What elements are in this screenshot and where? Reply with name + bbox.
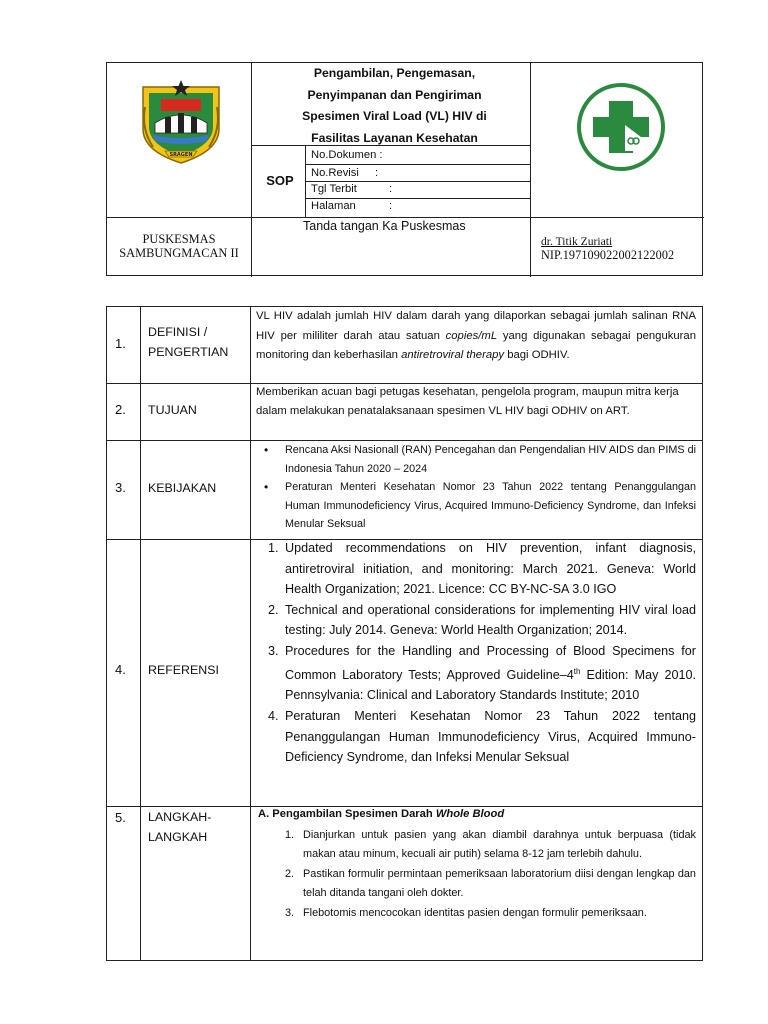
row-label: REFERENSI [148, 663, 219, 677]
puskesmas-line: PUSKESMAS [142, 232, 216, 246]
signer-nip: NIP.197109022002122002 [541, 248, 675, 262]
document-title [259, 63, 530, 145]
puskesmas-name [111, 233, 247, 260]
title-line: Fasilitas Layanan Kesehatan [311, 130, 478, 145]
item-text: Edition: May 2010. Pennsylvania: Clinical and Laboratory Standards Institute; 2010 [285, 667, 696, 703]
row-label: KEBIJAKAN [148, 481, 217, 495]
divider [140, 307, 141, 960]
divider [305, 198, 530, 199]
sragen-regency-logo [135, 77, 227, 165]
puskesmas-line: SAMBUNGMACAN II [119, 245, 239, 260]
row-number: 5. [115, 810, 126, 825]
list-item [256, 600, 696, 641]
item-text: Procedures for the Handling and Processing of Blood Specimens for Common Laboratory Tests; Approved Guideline–4 [285, 643, 696, 682]
title-line: Pengambilan, Pengemasan, [313, 66, 476, 80]
row-label [148, 807, 211, 847]
header-table [106, 62, 703, 276]
row-number: 1. [115, 336, 126, 351]
meta-colon: : [375, 167, 379, 179]
row-number: 2. [115, 402, 126, 417]
row-label: TUJUAN [148, 403, 197, 417]
puskesmas-cross-logo [565, 79, 677, 175]
logo-text: SRAGEN [169, 152, 193, 158]
divider [107, 217, 704, 218]
list-item [256, 641, 696, 706]
sop-label: SOP [266, 173, 294, 188]
item-text: Technical and operational considerations for implementing HIV viral load testing: July 2014. Geneva: World Health Organization; 2014. [285, 602, 696, 638]
item-text: Peraturan Menteri Kesehatan Nomor 23 Tahun 2022 tentang Penanggulangan Human Immunodeficiency Virus, Acquired Immuno-Deficiency Syndrome, dan Infeksi Menular Seksual [285, 708, 696, 765]
item-number: 3. [285, 906, 295, 919]
meta-tgl-terbit: Tgl Terbit [311, 183, 357, 195]
title-line: Spesimen Viral Load (VL) HIV di [302, 109, 487, 123]
definition-text [256, 307, 696, 366]
item-text: Updated recommendations on HIV prevention, infant diagnosis, antiretroviral initiation, and monitoring: March 2021. Geneva: World Health Organization; 2021. Licence: CC BY-NC-SA 3.0 IGO [285, 541, 696, 597]
text-fragment: antiretroviral therapy [401, 349, 505, 361]
steps-list [256, 826, 696, 923]
row-number: 3. [115, 480, 126, 495]
list-item [256, 538, 696, 600]
divider [305, 181, 530, 182]
heading-text: A. Pengambilan Spesimen Darah [258, 808, 436, 820]
title-line: Penyimpanan dan Pengiriman [307, 87, 482, 102]
list-item [256, 826, 696, 865]
signature-label: Tanda tangan Ka Puskesmas [303, 219, 466, 233]
list-item [256, 706, 696, 768]
item-number: 2. [285, 867, 295, 880]
label-line: LANGKAH- [148, 810, 212, 824]
meta-no-revisi: No.Revisi [311, 167, 359, 179]
signer-name: dr. Titik Zuriati [541, 235, 613, 248]
superscript: th [573, 666, 581, 676]
list-item [256, 904, 696, 923]
row-number: 4. [115, 662, 126, 677]
divider [250, 307, 251, 960]
item-number: 4. [268, 708, 279, 723]
label-line: LANGKAH [148, 830, 208, 844]
item-number: 2. [268, 602, 279, 617]
text-fragment: copies/mL [445, 329, 498, 342]
list-item: • Rencana Aksi Nasionall (RAN) Pencegahan dan Pengendalian HIV AIDS dan PIMS di Indonesia Tahun 2020 – 2024 [256, 441, 696, 478]
item-text: Flebotomis mencocokan identitas pasien dengan formulir pemeriksaan. [303, 906, 647, 919]
divider [251, 63, 252, 277]
purpose-text: Memberikan acuan bagi petugas kesehatan, pengelola program, maupun mitra kerja dalam melakukan penatalaksanaan spesimen VL HIV bagi ODHIV on ART. [256, 386, 679, 417]
text-fragment: VL HIV adalah jumlah HIV dalam darah yang dilaporkan sebagai jumlah salinan RNA HIV per mililiter darah atau satuan [256, 310, 696, 342]
text-fragment: bagi ODHIV. [504, 349, 570, 361]
text-fragment: yang digunakan sebagai pengukuran monitoring dan keberhasilan [256, 329, 696, 361]
item-text: Dianjurkan untuk pasien yang akan diambil darahnya untuk berpuasa (tidak makan atau minum, kecuali air putih) selama 8-12 jam terlebih dahulu. [303, 829, 696, 861]
list-item: • Peraturan Menteri Kesehatan Nomor 23 Tahun 2022 tentang Penanggulangan Human Immunodeficiency Virus, Acquired Immuno-Deficiency Syndrome, dan Infeksi Menular Seksual [256, 478, 696, 534]
meta-no-dokumen: No.Dokumen : [311, 149, 383, 161]
policy-list [256, 441, 696, 534]
heading-text: Whole Blood [435, 808, 505, 820]
reference-list [256, 538, 696, 768]
item-number: 3. [268, 643, 279, 658]
sop-content-table [106, 306, 703, 961]
list-item [256, 865, 696, 904]
row-label: DEFINISI / PENGERTIAN [148, 325, 229, 359]
meta-colon: : [389, 200, 393, 212]
meta-halaman: Halaman [311, 200, 356, 212]
item-number: 1. [268, 541, 279, 555]
item-number: 1. [285, 829, 295, 841]
divider [530, 63, 531, 277]
section-heading [258, 808, 504, 820]
meta-colon: : [389, 183, 393, 195]
divider [305, 164, 530, 165]
item-text: Pastikan formulir permintaan pemeriksaan laboratorium diisi dengan lengkap dan telah ditanda tangani oleh dokter. [303, 867, 696, 900]
